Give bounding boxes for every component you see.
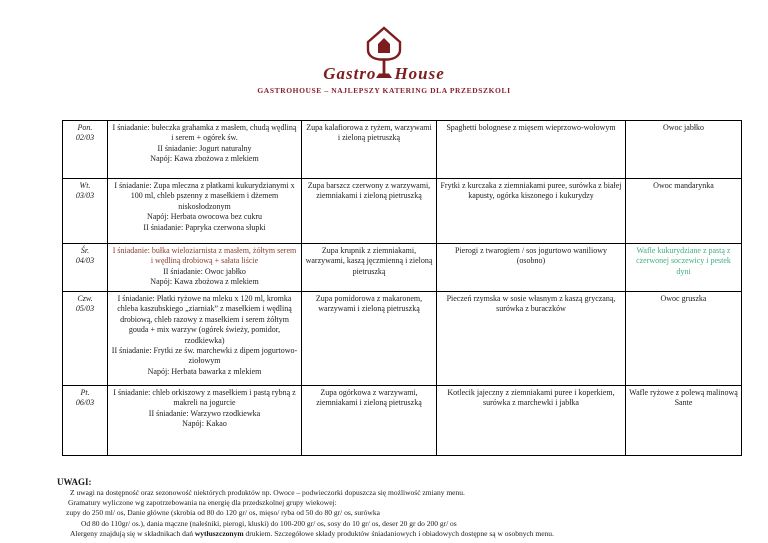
remark-line: Gramatury wyliczone wg zapotrzebowania na energię dla przedszkolnej grupy wiekowej: [68,498,337,508]
day-date: 06/03 [75,398,95,408]
day-cell [63,386,108,456]
day-date: 02/03 [75,133,95,143]
menu-row-tuesday [63,179,742,244]
day-cell [63,179,108,244]
dessert-cell: Owoc mandarynka [626,179,742,244]
remark-line-allergens [57,529,717,539]
main-course-cell: Pieczeń rzymska w sosie własnym z kaszą gryczaną, surówka z buraczków [437,292,626,386]
dessert-cell: Wafle ryżowe z polewą malinową Sante [626,386,742,456]
breakfast-line: I śniadanie: Płatki ryżowe na mleku x 120 ml, kromka chleba kaszubskiego „ziarniak” z masełkiem i wędliną drobiową, chleb razowy z masełkiem i serem żółtym gouda + mix warzyw (ogórek świeży, pomidor, rzodkiewka) [117,294,292,345]
breakfast-line: II śniadanie: Owoc jabłko [163,266,246,276]
day-name: Pon. [77,123,93,132]
main-course-cell: Pierogi z twarogiem / sos jogurtowo waniliowy (osobno) [437,244,626,292]
day-date: 04/03 [75,256,95,266]
dessert-cell: Owoc gruszka [626,292,742,386]
menu-row-friday [63,386,742,456]
breakfast-cell [108,244,302,292]
remark-line: Z uwagi na dostępność oraz sezonowość niektórych produktów np. Owoce – podwieczorki dopuszcza się możliwość zmiany menu. [70,488,465,498]
breakfast-line: I śniadanie: bułeczka grahamka z masłem, chudą wędliną i serem + ogórek św. [112,123,297,143]
remark-allergen-suffix: drukiem. Szczegółowe składy produktów śniadaniowych i obiadowych dostępne są w osobnych menu. [243,528,554,538]
breakfast-line: I śniadanie: Zupa mleczna z płatkami kukurydzianymi x 100 ml, chleb pszenny z masełkiem i dżemem niskosłodzonym [114,181,295,211]
breakfast-cell [108,179,302,244]
main-course-cell: Frytki z kurczaka z ziemniakami puree, surówka z białej kapusty, ogórka kiszonego i kukurydzy [437,179,626,244]
remark-allergen-prefix: Alergeny znajdują się w składnikach dań [70,528,195,538]
soup-cell: Zupa krupnik z ziemniakami, warzywami, kaszą jęczmienną i zieloną pietruszką [302,244,437,292]
remark-line: Od 80 do 110gr/ os.), dania mączne (naleśniki, pierogi, kluski) do 100-200 gr/ os, sosy do 10 gr/ os, deser 20 gr do 200 gr/ os [81,518,457,528]
soup-cell: Zupa kalafiorowa z ryżem, warzywami i zieloną pietruszką [302,121,437,179]
menu-row-monday [63,121,742,179]
breakfast-line: II śniadanie: Warzywo rzodkiewka [148,408,261,418]
remarks-title: UWAGI: [57,477,92,487]
weekly-menu-table [62,120,742,456]
soup-cell: Zupa barszcz czerwony z warzywami, ziemniakami i zieloną pietruszką [302,179,437,244]
breakfast-line: Napój: Kakao [182,419,227,429]
soup-cell: Zupa pomidorowa z makaronem, warzywami i zieloną pietruszką [302,292,437,386]
breakfast-cell [108,292,302,386]
logo-word-gastro: Gastro [323,64,377,83]
dessert-cell-highlighted: Wafle kukurydziane z pastą z czerwonej soczewicy i pestek dyni [626,244,742,292]
breakfast-cell [108,386,302,456]
logo [0,26,768,84]
day-name: Pt. [80,388,90,397]
remark-allergen-bold-word: wytłuszczonym [194,528,244,538]
breakfast-line: Napój: Herbata bawarka z mlekiem [147,366,262,376]
breakfast-line: II śniadanie: Jogurt naturalny [157,143,252,153]
remarks-section [57,476,717,539]
menu-row-wednesday [63,244,742,292]
day-name: Wt. [79,181,91,190]
logo-word-house: House [394,64,445,83]
remark-line: zupy do 250 ml/ os, Danie główne (skrobia od 80 do 120 gr/ os, mięso/ ryba od 50 do 80 gr/ os, surówka [66,508,380,518]
day-date: 03/03 [75,191,95,201]
main-course-cell: Spaghetti bolognese z mięsem wieprzowo-wołowym [437,121,626,179]
breakfast-line: II śniadanie: Frytki ze św. marchewki z dipem jogurtowo-ziołowym [111,345,298,366]
breakfast-line: I śniadanie: chleb orkiszowy z masełkiem i pastą rybną z makreli na jogurcie [113,388,296,408]
breakfast-line-highlighted: I śniadanie: bułka wieloziarnista z masłem, żółtym serem i wędliną drobiową + sałata liście [112,246,297,266]
day-cell [63,121,108,179]
main-course-cell: Kotlecik jajeczny z ziemniakami puree i koperkiem, surówka z marchewki i jabłka [437,386,626,456]
menu-row-thursday [63,292,742,386]
logo-text [323,64,445,84]
breakfast-line: Napój: Kawa zbożowa z mlekiem [150,277,259,287]
dessert-cell: Owoc jabłko [626,121,742,179]
breakfast-line: Napój: Kawa zbożowa z mlekiem [150,154,259,164]
company-tagline: GASTROHOUSE – NAJLEPSZY KATERING DLA PRZEDSZKOLI [257,86,511,95]
day-date: 05/03 [75,304,95,314]
breakfast-cell [108,121,302,179]
breakfast-line: II śniadanie: Papryka czerwona słupki [143,222,266,232]
day-cell [63,292,108,386]
soup-cell: Zupa ogórkowa z warzywami, ziemniakami i zieloną pietruszką [302,386,437,456]
day-cell [63,244,108,292]
day-name: Czw. [77,294,93,303]
day-name: Śr. [80,246,90,255]
breakfast-line: Napój: Herbata owocowa bez cukru [146,212,263,222]
